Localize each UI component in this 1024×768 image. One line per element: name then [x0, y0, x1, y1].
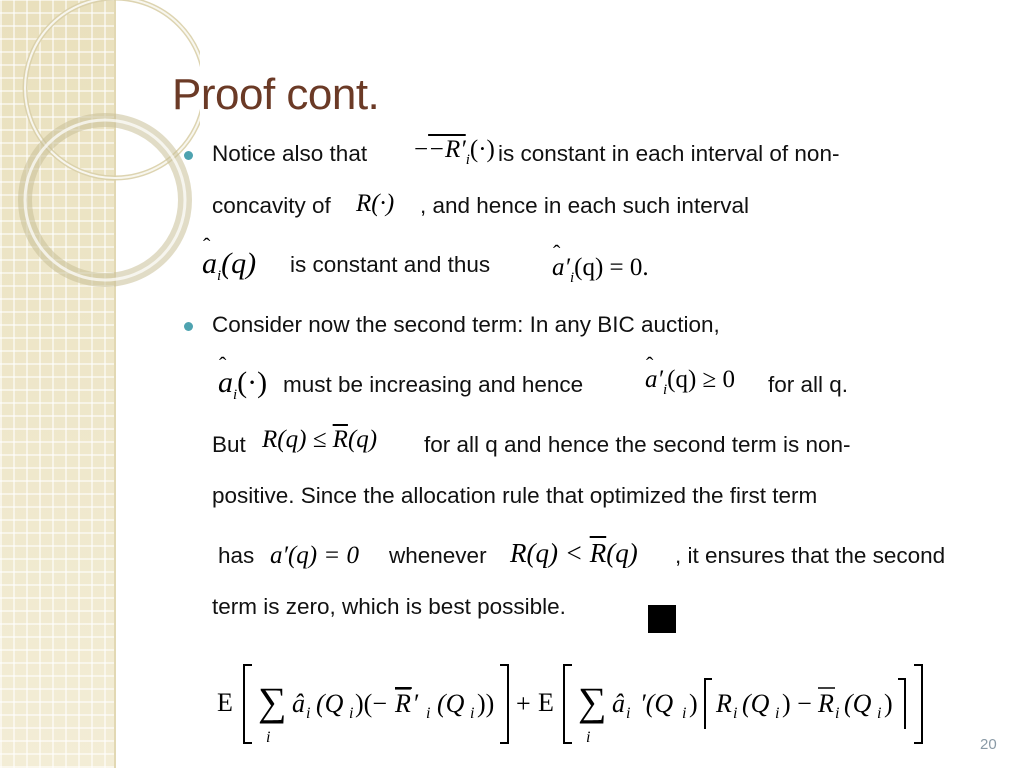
bullet-2-math-a-hat-dot — [218, 366, 268, 403]
arg-q: (q) — [606, 538, 638, 568]
formula-term1-sub3: i — [470, 705, 475, 722]
formula-sub-2: i — [626, 705, 631, 722]
formula-bracket-left-1 — [244, 665, 252, 743]
a-hat-prime: ˆ a′ — [552, 254, 570, 282]
formula-term1-rbar: R — [395, 689, 411, 718]
r-lt: R(q) < — [510, 538, 590, 568]
formula-bracket-left-2 — [564, 665, 572, 743]
bullet-2-text-j: has — [218, 543, 255, 568]
formula-e2: E — [538, 688, 554, 717]
eq-zero: (q) = 0 — [574, 254, 643, 281]
geq-zero: (q) ≥ 0 — [667, 366, 736, 393]
bullet-1-math-a-hat — [202, 247, 257, 284]
bullet-1-text-c: concavity of — [212, 193, 331, 218]
formula-a-hat-1: â — [292, 689, 305, 718]
period: . — [642, 254, 649, 281]
formula-bracket-right-3 — [898, 679, 905, 729]
formula-sum-2: ∑ — [578, 679, 607, 724]
formula-bracket-left-3 — [705, 679, 712, 729]
bullet-2-text-a: Consider now the second term: In any BIC auction, — [212, 312, 720, 337]
r-leq: R(q) ≤ — [262, 426, 333, 453]
formula-term2-sub: i — [682, 705, 687, 722]
formula-term2: ′(Q — [640, 689, 674, 718]
bullet-1-math-neg-r-prime — [414, 136, 495, 168]
a-hat: ˆ a — [202, 247, 217, 281]
r-bar: $\overline{R}$ — [332, 426, 348, 453]
formula-term3-argsub2: i — [877, 705, 882, 722]
formula-term1-prime: ′ — [414, 689, 420, 718]
formula-term3-arg2: (Q — [844, 689, 872, 718]
formula-term3-rbar: R — [818, 689, 834, 718]
formula-sum-index-1: i — [266, 729, 271, 746]
arg-dot: (·) — [237, 366, 268, 399]
bullet-2-text-e: for all q. — [768, 372, 849, 397]
formula-plus: + — [516, 689, 531, 718]
bullet-1-marker — [184, 151, 193, 160]
formula-term3-arg: (Q — [742, 689, 770, 718]
formula-bracket-right-1 — [500, 665, 508, 743]
arg-q: (q) — [347, 426, 378, 453]
formula-term3-r: R — [716, 689, 732, 718]
sub-i: i — [465, 152, 470, 168]
formula-term3-sub2: i — [835, 705, 840, 722]
sub-i: i — [569, 270, 575, 286]
bullet-2-math-r-leq-rbar — [262, 426, 377, 454]
bullet-2-text-n: , it ensures that the second — [675, 543, 946, 568]
bullet-2-text-l: whenever — [389, 543, 487, 568]
bullet-1-math-r-dot: R(·) — [356, 190, 395, 217]
formula-sub-1: i — [306, 705, 311, 722]
a-hat-prime: ˆ a′ — [645, 366, 663, 394]
neg-sign: − — [414, 136, 429, 163]
formula-sum-1: ∑ — [258, 679, 287, 724]
r-bar-prime: −R′ — [428, 136, 466, 163]
sub-i: i — [217, 268, 222, 284]
decorative-circles — [0, 0, 200, 330]
bullet-2-math-r-lt-rbar — [510, 538, 638, 569]
formula-term1-end: (Q — [437, 689, 465, 718]
formula-term3-minus: ) − — [782, 689, 812, 718]
bullet-1-text-a: Notice also that — [212, 141, 368, 166]
bullet-2-math-a-prime-zero: a′(q) = 0 — [270, 542, 359, 569]
formula-term1-sub: i — [349, 705, 354, 722]
formula-term3-end: ) — [884, 689, 893, 718]
formula-sum-index-2: i — [586, 729, 591, 746]
bullet-2-text-c: must be increasing and hence — [283, 372, 584, 397]
formula-term3-argsub: i — [775, 705, 780, 722]
qed-square-icon — [648, 605, 676, 633]
formula-bracket-right-2 — [914, 665, 922, 743]
formula-term1-close: )) — [477, 689, 495, 718]
arg-q: (q) — [221, 247, 257, 280]
bullet-1-math-a-prime-zero — [552, 254, 649, 286]
formula-term1-sub2: i — [426, 705, 431, 722]
formula-term3-sub: i — [733, 705, 738, 722]
bullet-1-text-b: is constant in each interval of non- — [498, 141, 840, 166]
sub-i: i — [233, 387, 238, 403]
r-bar: $\overline{R}$ — [589, 538, 607, 568]
formula-term2-close: ) — [689, 689, 698, 718]
bullet-2-text-i: positive. Since the allocation rule that optimized the first term — [212, 483, 818, 508]
bullet-2-text-o: term is zero, which is best possible. — [212, 594, 566, 619]
slide-title: Proof cont. — [172, 70, 380, 119]
formula-e1: E — [217, 688, 233, 717]
bullet-2-marker — [184, 322, 193, 331]
sub-i: i — [662, 382, 668, 398]
arg-dot: (·) — [469, 136, 495, 163]
bullet-2-text-h: for all q and hence the second term is non- — [424, 432, 851, 457]
bullet-2-text-f: But — [212, 432, 246, 457]
a-hat: ˆ a — [218, 366, 233, 400]
bullet-1-text-f: is constant and thus — [290, 252, 491, 277]
bullet-1-text-d: , and hence in each such interval — [420, 193, 749, 218]
bullet-2-math-a-prime-geq — [645, 366, 736, 398]
formula-term1-mid: )(− — [355, 689, 387, 718]
page-number: 20 — [980, 736, 997, 753]
formula-a-hat-2: â — [612, 689, 625, 718]
formula-term1: (Q — [316, 689, 344, 718]
expectation-formula — [200, 655, 940, 750]
